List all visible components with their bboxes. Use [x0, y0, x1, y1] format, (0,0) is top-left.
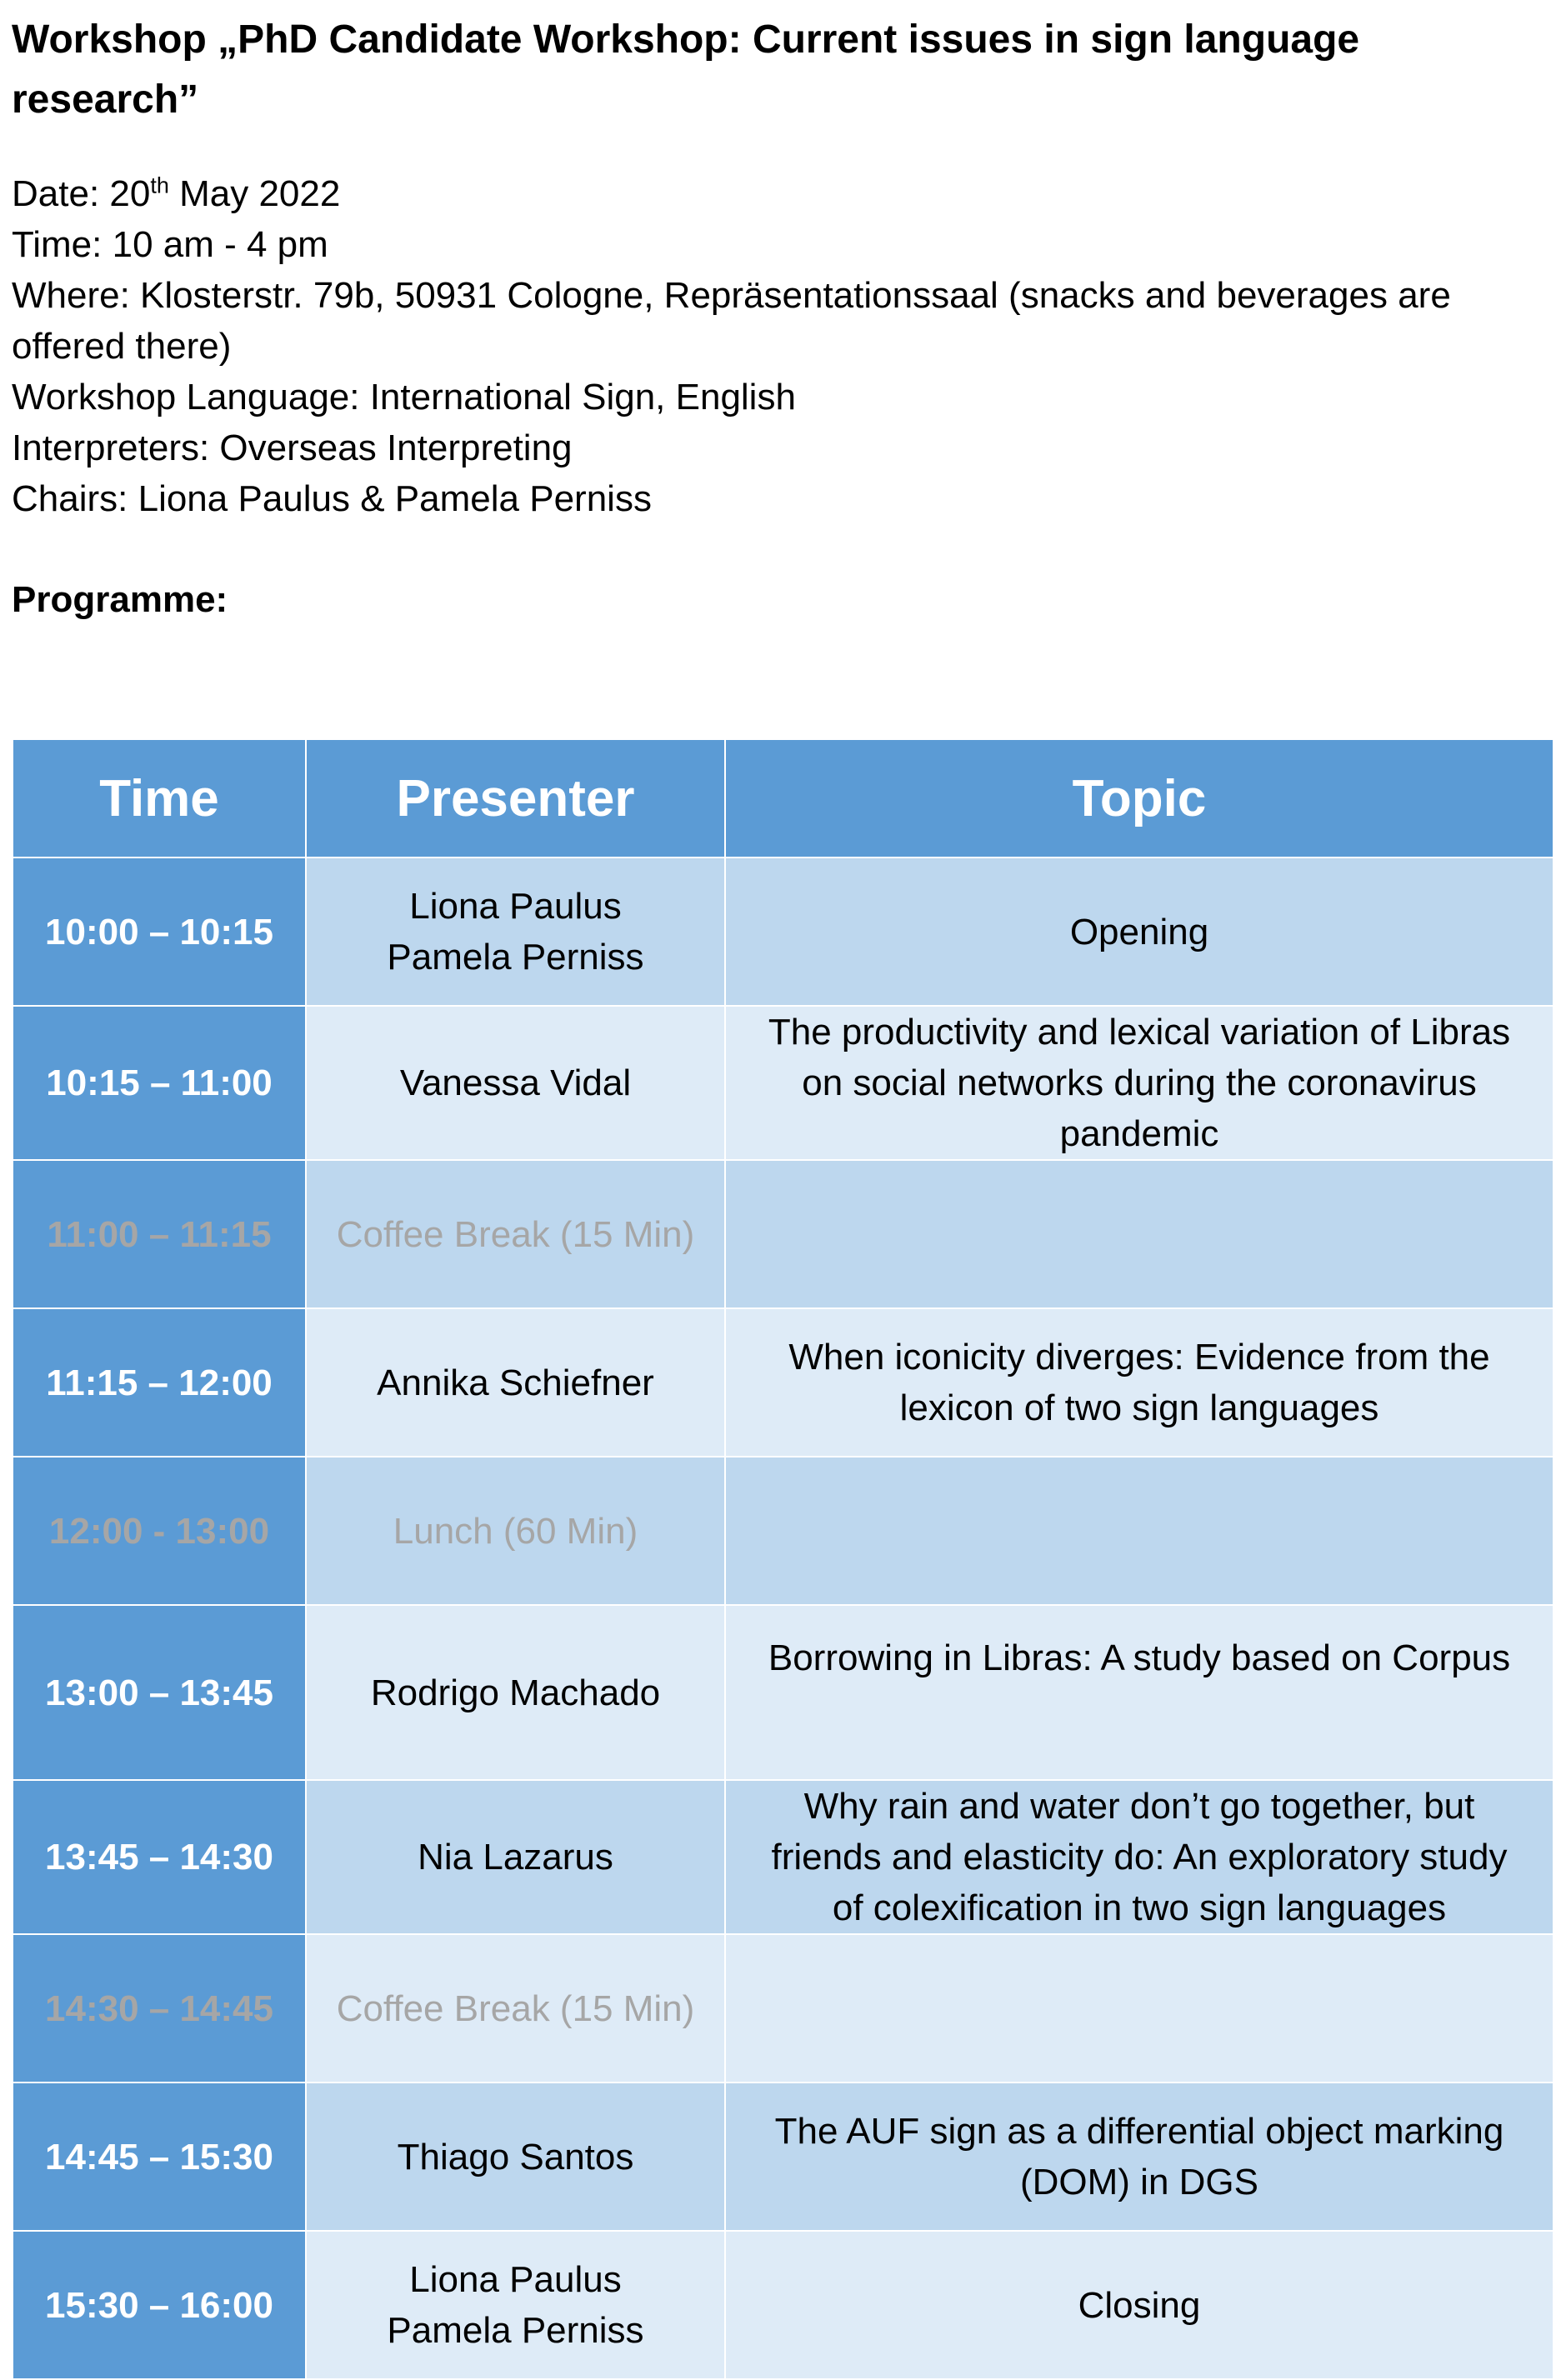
- presenter-name: Rodrigo Machado: [370, 1672, 661, 1713]
- presenter-name: Thiago Santos: [397, 2136, 634, 2178]
- language-line: Workshop Language: International Sign, English: [12, 377, 796, 418]
- topic-cell: [725, 1308, 1553, 1457]
- topic-cell: [725, 1605, 1553, 1780]
- schedule-table: [12, 738, 1554, 2380]
- schedule-row: [13, 1308, 1553, 1457]
- topic-line: pandemic: [1059, 1113, 1219, 1154]
- presenter-name: Annika Schiefner: [377, 1362, 654, 1403]
- time-cell: 14:45 – 15:30: [13, 2082, 306, 2231]
- time-line: Time: 10 am - 4 pm: [12, 224, 328, 265]
- schedule-row: [13, 1605, 1553, 1780]
- presenter-name: Nia Lazarus: [418, 1837, 613, 1878]
- topic-line: Borrowing in Libras: A study based on Corpus: [768, 1638, 1511, 1678]
- programme-heading: Programme:: [12, 579, 228, 620]
- presenter-name: Pamela Perniss: [387, 937, 644, 978]
- time-column-header: Time: [13, 739, 306, 858]
- presenter-cell: [306, 1780, 725, 1934]
- event-info: [12, 168, 1549, 524]
- presenter-cell: [306, 1934, 725, 2082]
- topic-line: lexicon of two sign languages: [899, 1388, 1379, 1428]
- topic-cell: [725, 1160, 1553, 1308]
- interpreters-line: Interpreters: Overseas Interpreting: [12, 428, 573, 468]
- time-cell: 13:00 – 13:45: [13, 1605, 306, 1780]
- topic-line: Why rain and water don’t go together, but: [803, 1786, 1475, 1827]
- presenter-cell: [306, 1160, 725, 1308]
- topic-line: The AUF sign as a differential object marking: [774, 2111, 1504, 2152]
- schedule-row: [13, 858, 1553, 1006]
- presenter-name: Pamela Perniss: [387, 2310, 644, 2351]
- topic-line: on social networks during the coronavirus: [802, 1062, 1477, 1103]
- chairs-line: Chairs: Liona Paulus & Pamela Perniss: [12, 478, 652, 519]
- topic-line: The productivity and lexical variation of Libras: [768, 1012, 1511, 1052]
- time-cell: 11:15 – 12:00: [13, 1308, 306, 1457]
- topic-line: friends and elasticity do: An exploratory study: [771, 1837, 1508, 1878]
- topic-cell: [725, 1006, 1553, 1160]
- date-rest: May 2022: [168, 173, 341, 214]
- topic-cell: [725, 1780, 1553, 1934]
- topic-cell: [725, 2082, 1553, 2231]
- topic-column-header: Topic: [725, 739, 1553, 858]
- time-cell: 10:00 – 10:15: [13, 858, 306, 1006]
- schedule-row: [13, 1006, 1553, 1160]
- topic-cell: [725, 2231, 1553, 2379]
- time-cell: 14:30 – 14:45: [13, 1934, 306, 2082]
- presenter-name: Coffee Break (15 Min): [336, 1988, 695, 2029]
- presenter-cell: [306, 2082, 725, 2231]
- presenter-cell: [306, 1006, 725, 1160]
- document-header: [12, 10, 1549, 625]
- schedule-row: [13, 1934, 1553, 2082]
- schedule-body: [13, 858, 1553, 2379]
- topic-line: Opening: [1069, 911, 1209, 952]
- time-cell: 10:15 – 11:00: [13, 1006, 306, 1160]
- presenter-name: Liona Paulus: [409, 886, 622, 927]
- schedule-row: [13, 1780, 1553, 1934]
- date-line: [12, 168, 1549, 219]
- schedule-row: [13, 2082, 1553, 2231]
- topic-line: When iconicity diverges: Evidence from the: [788, 1337, 1490, 1378]
- topic-line: (DOM) in DGS: [1020, 2162, 1258, 2202]
- presenter-cell: [306, 1605, 725, 1780]
- document-title: Workshop „PhD Candidate Workshop: Current issues in sign language research”: [12, 18, 1360, 122]
- time-cell: 13:45 – 14:30: [13, 1780, 306, 1934]
- date-label: Date: 20: [12, 173, 151, 214]
- topic-line: of colexification in two sign languages: [832, 1888, 1447, 1928]
- time-cell: 12:00 - 13:00: [13, 1457, 306, 1605]
- presenter-cell: [306, 2231, 725, 2379]
- topic-cell: [725, 1934, 1553, 2082]
- date-superscript: th: [150, 172, 169, 198]
- schedule-row: [13, 1160, 1553, 1308]
- topic-cell: [725, 1457, 1553, 1605]
- schedule-row: [13, 2231, 1553, 2379]
- presenter-cell: [306, 858, 725, 1006]
- schedule-row: [13, 1457, 1553, 1605]
- presenter-column-header: Presenter: [306, 739, 725, 858]
- presenter-name: Liona Paulus: [409, 2259, 622, 2300]
- presenter-name: Coffee Break (15 Min): [336, 1213, 695, 1255]
- topic-cell: [725, 858, 1553, 1006]
- location-line: Where: Klosterstr. 79b, 50931 Cologne, Repräsentationssaal (snacks and beverages are offered there): [12, 275, 1451, 367]
- time-cell: 15:30 – 16:00: [13, 2231, 306, 2379]
- time-cell: 11:00 – 11:15: [13, 1160, 306, 1308]
- presenter-name: Lunch (60 Min): [393, 1510, 638, 1552]
- topic-line: Closing: [1078, 2284, 1201, 2326]
- presenter-cell: [306, 1308, 725, 1457]
- presenter-name: Vanessa Vidal: [399, 1062, 632, 1103]
- schedule-header-row: [13, 739, 1553, 858]
- presenter-cell: [306, 1457, 725, 1605]
